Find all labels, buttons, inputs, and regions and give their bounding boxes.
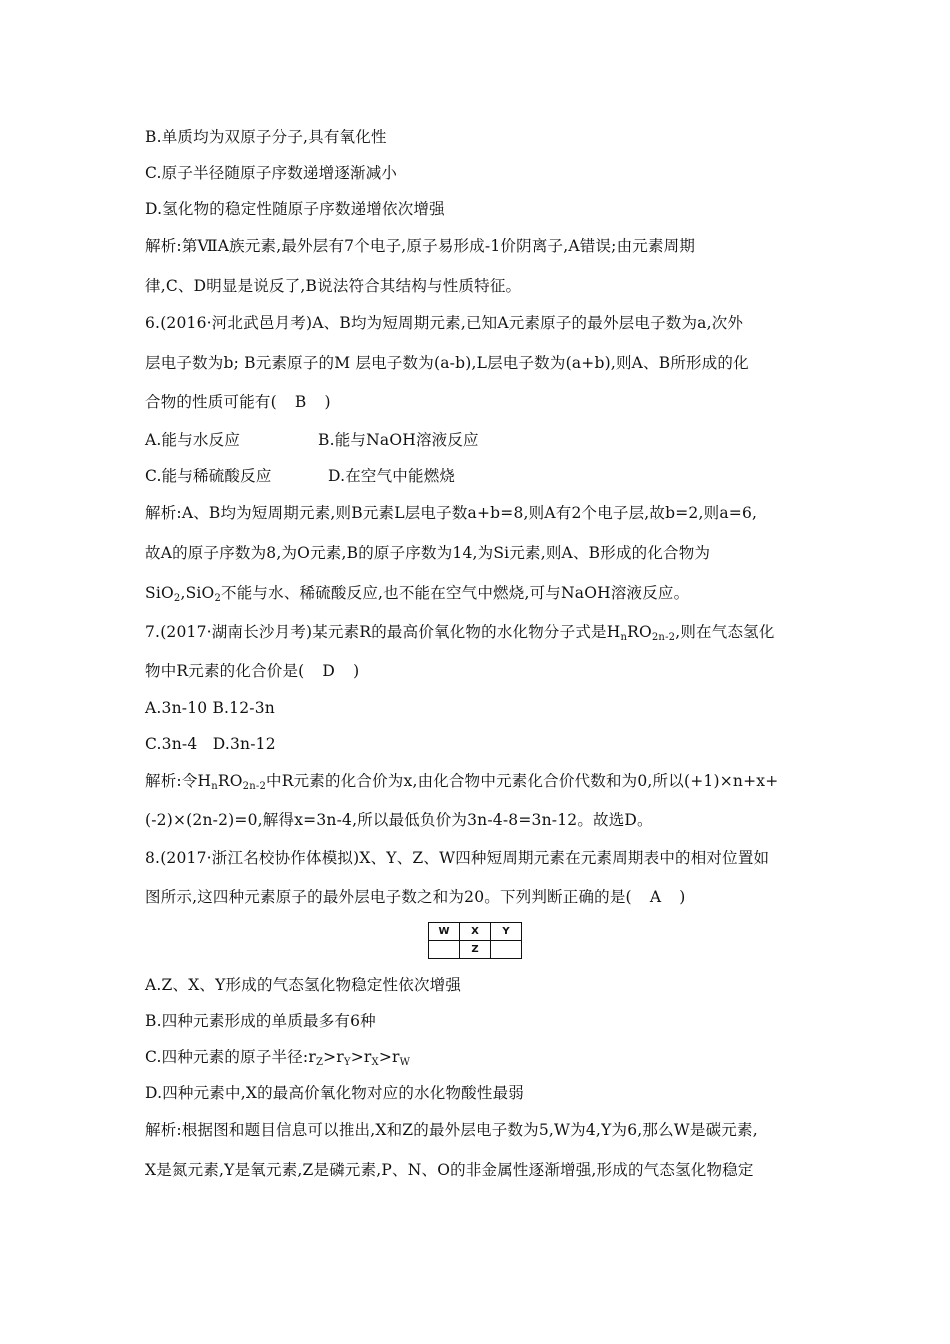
question-7-line-2: 物中R元素的化合价是( D ) [145, 662, 360, 680]
periodic-table-figure [428, 922, 522, 959]
question-6-line-2: 层电子数为b; B元素原子的M 层电子数为(a-b),L层电子数为(a+b),则A、B所形成的化 [145, 354, 749, 372]
cell-empty-left [429, 941, 460, 959]
question-8-line-2: 图所示,这四种元素原子的最外层电子数之和为20。下列判断正确的是( A ) [145, 888, 686, 906]
question-8-line-1: 8.(2017·浙江名校协作体模拟)X、Y、Z、W四种短周期元素在元素周期表中的相对位置如 [145, 849, 770, 867]
analysis-q7-line-2: (-2)×(2n-2)=0,解得x=3n-4,所以最低负价为3n-4-8=3n-12。故选D。 [145, 811, 653, 829]
question-7-line-1: 7.(2017·湖南长沙月考)某元素R的最高价氧化物的水化物分子式是$H_nRO_{2n-2}$,则在气态氢化 [145, 623, 775, 643]
cell-empty-right [491, 941, 522, 959]
options-cd-q6: C.能与稀硫酸反应 D.在空气中能燃烧 [145, 467, 456, 485]
analysis-q7-line-1: 解析:令$H_nRO_{2n-2}$中R元素的化合价为x,由化合物中元素化合价代数和为0,所以(+1)×n+x+ [145, 772, 779, 792]
periodic-table-row-1 [429, 923, 522, 941]
option-d-q8: D.四种元素中,X的最高价氧化物对应的水化物酸性最弱 [145, 1084, 524, 1102]
option-c-q5: C.原子半径随原子序数递增逐渐减小 [145, 164, 398, 182]
options-ab-q7: A.3n-10 B.12-3n [145, 699, 275, 717]
analysis-q6-line-2: 故A的原子序数为8,为O元素,B的原子序数为14,为Si元素,则A、B形成的化合物为 [145, 544, 711, 562]
option-c-q8: C.四种元素的原子半径$:r_Z>r_Y>r_X>r_W$ [145, 1048, 411, 1068]
option-d-q5: D.氢化物的稳定性随原子序数递增依次增强 [145, 200, 445, 218]
analysis-q8-line-1: 解析:根据图和题目信息可以推出,X和Z的最外层电子数为5,W为4,Y为6,那么W是碳元素, [145, 1121, 758, 1139]
answer-q7: D [322, 662, 336, 680]
cell-x: X [460, 923, 491, 941]
cell-z: Z [460, 941, 491, 959]
analysis-q5-line-2: 律,C、D明显是说反了,B说法符合其结构与性质特征。 [145, 277, 522, 295]
periodic-table-row-2 [429, 941, 522, 959]
option-b-q8: B.四种元素形成的单质最多有6种 [145, 1012, 376, 1030]
question-6-line-1: 6.(2016·河北武邑月考)A、B均为短周期元素,已知A元素原子的最外层电子数为a,次外 [145, 314, 744, 332]
option-a-q8: A.Z、X、Y形成的气态氢化物稳定性依次增强 [145, 976, 462, 994]
question-6-line-3: 合物的性质可能有( B ) [145, 393, 331, 411]
options-ab-q6: A.能与水反应 B.能与NaOH溶液反应 [145, 431, 479, 449]
analysis-q6-line-3: SiO$_2$,SiO$_2$不能与水、稀硫酸反应,也不能在空气中燃烧,可与NaOH溶液反应。 [145, 584, 690, 604]
options-cd-q7: C.3n-4 D.3n-12 [145, 735, 276, 753]
cell-y: Y [491, 923, 522, 941]
answer-q8: A [649, 888, 662, 906]
option-b-q5: B.单质均为双原子分子,具有氧化性 [145, 128, 387, 146]
analysis-q6-line-1: 解析:A、B均为短周期元素,则B元素L层电子数a+b=8,则A有2个电子层,故b=2,则a=6, [145, 504, 758, 522]
analysis-q5-line-1: 解析:第ⅦA族元素,最外层有7个电子,原子易形成-1价阴离子,A错误;由元素周期 [145, 237, 696, 255]
answer-q6: B [294, 393, 307, 411]
cell-w: W [429, 923, 460, 941]
analysis-q8-line-2: X是氮元素,Y是氧元素,Z是磷元素,P、N、O的非金属性逐渐增强,形成的气态氢化物稳定 [145, 1161, 754, 1179]
